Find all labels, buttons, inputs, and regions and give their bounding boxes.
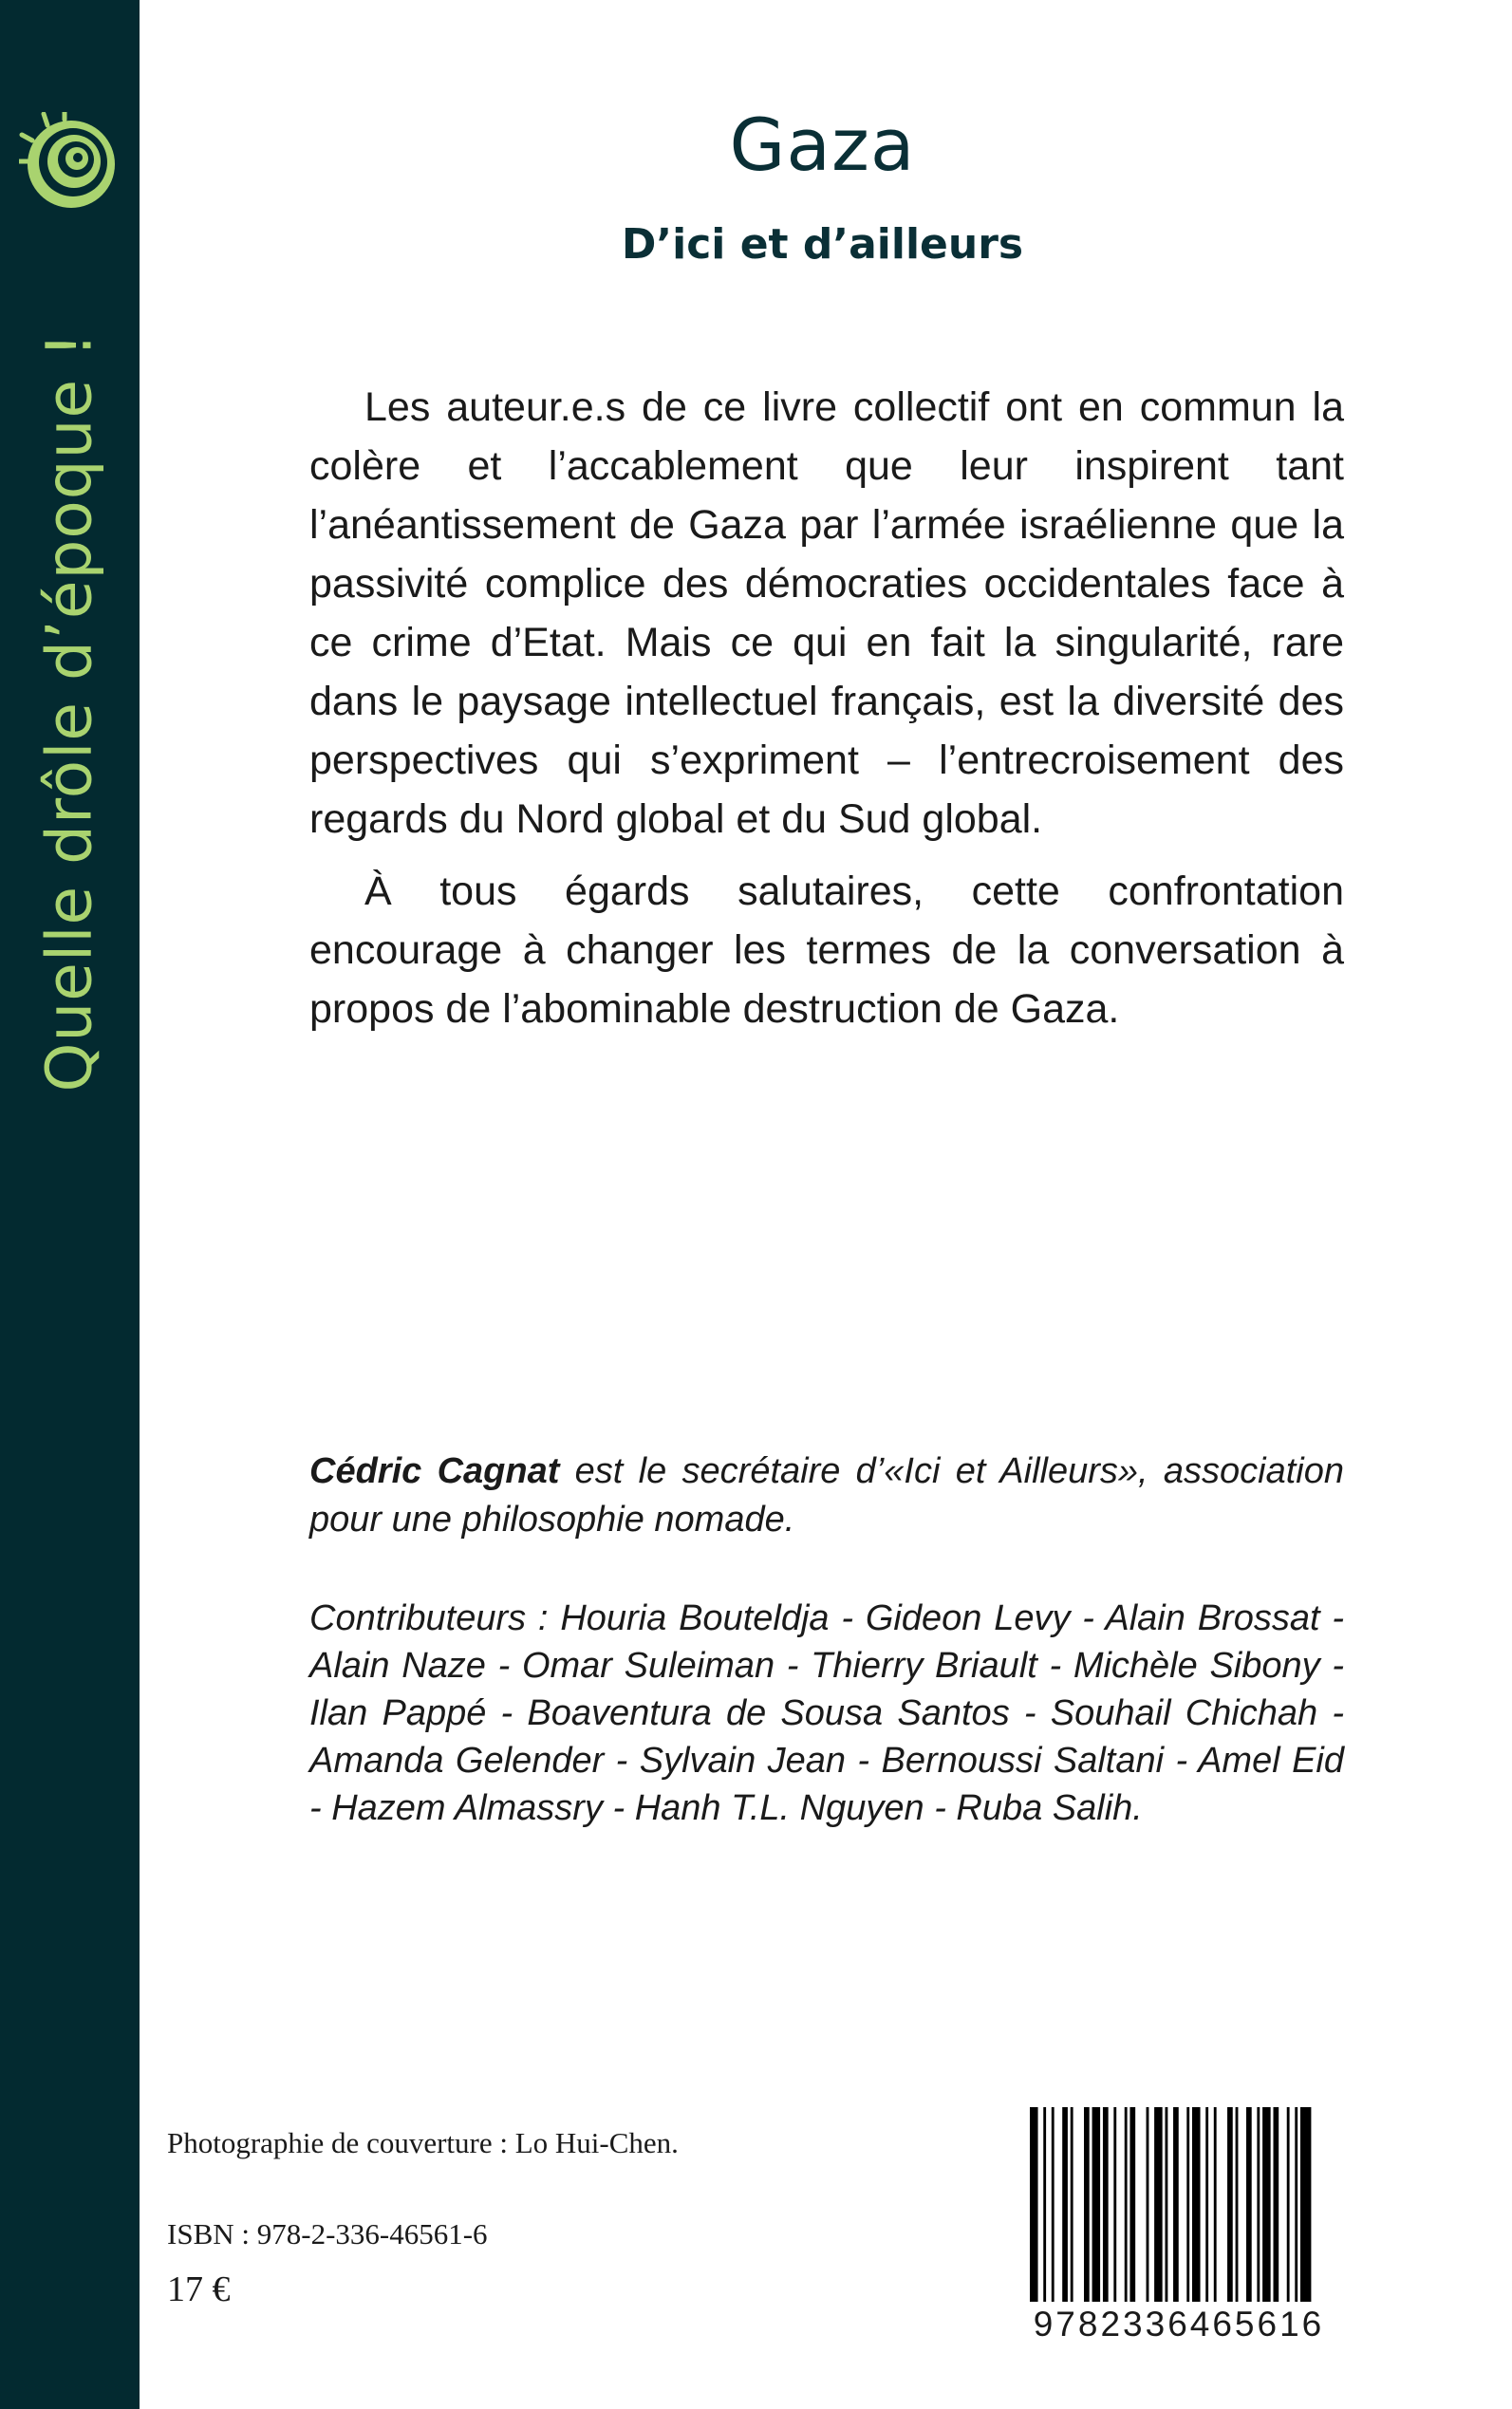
author-bio-text: est le secrétaire d’«Ici et Ailleurs», association pour une philosophie nomade. [309, 1451, 1344, 1540]
barcode-bar [1192, 2107, 1201, 2302]
isbn: ISBN : 978-2-336-46561-6 [167, 2217, 488, 2250]
barcode-bar [1092, 2107, 1101, 2302]
price: 17 € [167, 2269, 231, 2309]
barcode-bar [1274, 2107, 1279, 2302]
photo-credit: Photographie de couverture : Lo Hui-Chen. [167, 2126, 679, 2159]
barcode-bar [1227, 2107, 1233, 2302]
barcode-bar [1257, 2107, 1260, 2302]
barcode-bar [1147, 2107, 1149, 2302]
barcode-bar [1262, 2107, 1271, 2302]
barcode-bar [1287, 2107, 1290, 2302]
barcode-bar [1084, 2107, 1090, 2302]
contributors: Contributeurs : Houria Bouteldja - Gideon Levy - Alain Brossat - Alain Naze - Omar Suleiman - Thierry Briault - Michèle Sibony - Ilan Pappé - Boaventura de Sousa Santos - Souhail Chichah - Amanda Gelender - Sylvain Jean - Bernoussi Saltani - Amel Eid - Hazem Almassry - Hanh T.L. Nguyen - Ruba Salih. [309, 1598, 1344, 1828]
barcode-bar [1125, 2107, 1128, 2302]
barcode-bar [1103, 2107, 1109, 2302]
author-name: Cédric Cagnat [309, 1451, 560, 1491]
barcode-bar [1129, 2107, 1135, 2302]
barcode-bar [1214, 2107, 1217, 2302]
barcode-bar [1113, 2107, 1116, 2302]
barcode-bar [1295, 2107, 1297, 2302]
series-title: Quelle drôle d’époque ! [32, 331, 106, 1092]
barcode-bar [1173, 2107, 1179, 2302]
barcode-bar [1236, 2107, 1239, 2302]
barcode-bar [1062, 2107, 1068, 2302]
summary [309, 378, 1344, 1052]
summary-paragraph: À tous égards salutaires, cette confrontation encourage à changer les termes de la conversation à propos de l’abominable destruction de Gaza. [309, 868, 1344, 1032]
book-subtitle: D’ici et d’ailleurs [621, 220, 1024, 269]
book-title: Gaza [729, 103, 916, 187]
barcode-bar [1052, 2107, 1055, 2302]
spiral-logo-icon [19, 112, 123, 216]
author-bio [309, 1447, 1344, 1544]
barcode-bar [1071, 2107, 1073, 2302]
barcode-bar [1030, 2107, 1038, 2302]
barcode-bar [1205, 2107, 1208, 2302]
barcode-number: 9782336465616 [1033, 2305, 1325, 2344]
barcode-bar [1043, 2107, 1046, 2302]
barcode-bar [1154, 2107, 1163, 2302]
summary-paragraph: Les auteur.e.s de ce livre collectif ont en commun la colère et l’accablement que leur inspirent tant l’anéantissement de Gaza par l’armée israélienne que la passivité complice des démocraties occidentales face à ce crime d’Etat. Mais ce qui en fait la singularité, rare dans le paysage intellectuel français, est la diversité des perspectives qui s’expriment – l’entrecroisement des regards du Nord global et du Sud global. [309, 384, 1344, 842]
barcode-bar [1166, 2107, 1168, 2302]
barcode-bar [1246, 2107, 1252, 2302]
barcode-bar [1186, 2107, 1189, 2302]
barcode-icon [1030, 2107, 1337, 2302]
barcode-bar [1300, 2107, 1311, 2302]
